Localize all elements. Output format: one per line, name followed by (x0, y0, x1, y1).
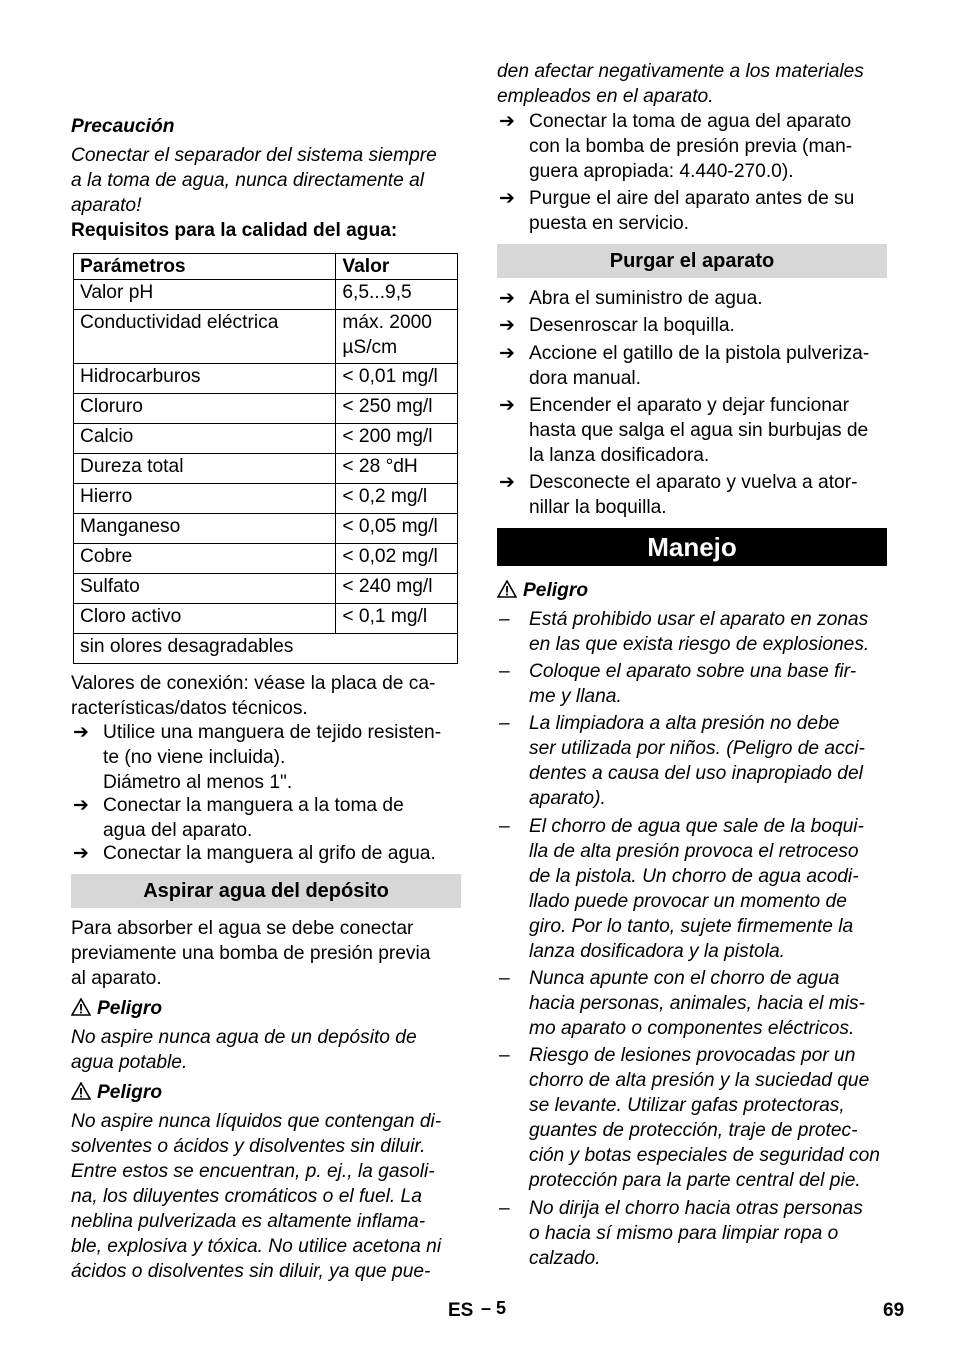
requirements-title: Requisitos para la calidad del agua: (71, 220, 398, 241)
dash-bullet: – (499, 609, 510, 630)
page-number: 69 (883, 1300, 905, 1321)
list-item: – Está prohibido usar el aparato en zonas en las que exista riesgo de explosiones. (499, 609, 870, 655)
table-cell: Dureza total (74, 454, 336, 484)
table-cell: Hidrocarburos (74, 364, 336, 394)
arrow-right-icon: ➔ (73, 722, 89, 743)
table-cell: < 240 mg/l (336, 574, 458, 604)
warning-triangle-icon (71, 998, 91, 1016)
table-row (74, 280, 458, 310)
arrow-right-icon: ➔ (499, 188, 515, 209)
dash-bullet: – (499, 713, 510, 734)
table-cell: Manganeso (74, 514, 336, 544)
arrow-right-icon: ➔ (499, 343, 515, 364)
dash-bullet: – (499, 661, 510, 682)
table-cell: < 0,1 mg/l (336, 604, 458, 634)
table-cell: < 0,01 mg/l (336, 364, 458, 394)
danger-heading: Peligro (71, 996, 461, 1021)
list-item: – La limpiadora a alta presión no debe ser utilizada por niños. (Peligro de acci- dentes a causa del uso inapropiado del aparato). (499, 713, 865, 809)
list-item: ➔ Conectar la toma de agua del aparato con la bomba de presión previa (man- guera apropiada: 4.440-270.0). (499, 111, 853, 182)
table-row (74, 424, 458, 454)
danger-text: No aspire nunca agua de un depósito de agua potable. (71, 1027, 417, 1073)
table-cell: Hierro (74, 484, 336, 514)
warning-triangle-icon (497, 580, 517, 598)
list-item: ➔ Conectar la manguera a la toma de agua del aparato. (73, 795, 404, 841)
table-cell: Conductividad eléctrica (74, 310, 336, 364)
danger-text: No aspire nunca líquidos que contengan di- solventes o ácidos y disolventes sin diluir. Entre estos se encuentran, p. ej., la gasoli- na, los diluyentes cromáticos o el fuel. La neblina pulverizada es altamente inflama- ble, explosiva y tóxica. No utilice acetona ni ácidos o disolventes sin diluir, ya que pue- (71, 1111, 442, 1282)
table-row (74, 574, 458, 604)
arrow-right-icon: ➔ (73, 795, 89, 816)
list-item: – Nunca apunte con el chorro de agua hacia personas, animales, hacia el mis- mo aparato o componentes eléctricos. (499, 968, 865, 1039)
table-cell: < 200 mg/l (336, 424, 458, 454)
list-item: ➔ Encender el aparato y dejar funcionar hasta que salga el agua sin burbujas de la lanza dosificadora. (499, 395, 869, 466)
table-row (74, 394, 458, 424)
table-row (74, 454, 458, 484)
arrow-right-icon: ➔ (499, 288, 515, 309)
table-header-cell: Parámetros (74, 254, 336, 280)
table-header-row (74, 254, 458, 280)
arrow-right-icon: ➔ (499, 111, 515, 132)
table-cell: Cloro activo (74, 604, 336, 634)
table-cell: Sulfato (74, 574, 336, 604)
arrow-right-icon: ➔ (499, 315, 515, 336)
footer-section-page: – 5 (481, 1298, 507, 1318)
dash-bullet: – (499, 1198, 510, 1219)
table-cell: < 250 mg/l (336, 394, 458, 424)
caution-title: Precaución (71, 116, 175, 137)
table-header-cell: Valor (336, 254, 458, 280)
footer-language: ES (448, 1300, 474, 1321)
caution-text: Conectar el separador del sistema siempre a la toma de agua, nunca directamente al aparato! (71, 145, 437, 216)
danger-heading: Peligro (71, 1080, 461, 1105)
table-cell: Valor pH (74, 280, 336, 310)
section-heading-purgar: Purgar el aparato (497, 244, 887, 278)
table-cell: sin olores desagradables (74, 634, 458, 664)
list-item: ➔ Desconecte el aparato y vuelva a ator- nillar la boquilla. (499, 472, 858, 518)
table-cell: máx. 2000 µS/cm (336, 310, 458, 364)
connection-values-text: Valores de conexión: véase la placa de ca- racterísticas/datos técnicos. (71, 673, 436, 719)
list-item: ➔ Purgue el aire del aparato antes de su puesta en servicio. (499, 188, 855, 234)
arrow-right-icon: ➔ (499, 395, 515, 416)
arrow-right-icon: ➔ (73, 843, 89, 864)
list-item: – Riesgo de lesiones provocadas por un chorro de alta presión y la suciedad que se levante. Utilizar gafas protectoras, guantes de protección, traje de protec- ción y botas especiales de seguridad con protección para la parte central del pie. (499, 1045, 880, 1191)
list-item: ➔ Utilice una manguera de tejido resisten- te (no viene incluida). Diámetro al menos 1". (73, 722, 442, 793)
table-row (74, 544, 458, 574)
table-row (74, 310, 458, 364)
list-item: ➔ Conectar la manguera al grifo de agua. (73, 843, 436, 864)
list-item: ➔ Abra el suministro de agua. (499, 288, 763, 309)
danger-heading: Peligro (497, 578, 887, 603)
table-row (74, 364, 458, 394)
list-item: – El chorro de agua que sale de la boqui- lla de alta presión provoca el retroceso de la pistola. Un chorro de agua acodi- llado puede provocar un momento de giro. Por lo tanto, sujete firmemente la lanza dosificadora y la pistola. (499, 816, 864, 962)
table-cell: < 0,02 mg/l (336, 544, 458, 574)
table-cell: Cloruro (74, 394, 336, 424)
continued-text: den afectar negativamente a los materiales empleados en el aparato. (497, 61, 864, 107)
list-item: – No dirija el chorro hacia otras personas o hacia sí mismo para limpiar ropa o calzado. (499, 1198, 863, 1269)
chapter-heading-manejo: Manejo (497, 528, 887, 566)
table-cell: < 0,2 mg/l (336, 484, 458, 514)
table-cell: < 0,05 mg/l (336, 514, 458, 544)
warning-triangle-icon (71, 1082, 91, 1100)
section-heading-aspirar: Aspirar agua del depósito (71, 874, 461, 908)
dash-bullet: – (499, 1045, 510, 1066)
dash-bullet: – (499, 968, 510, 989)
list-item: ➔ Desenroscar la boquilla. (499, 315, 735, 336)
list-item: – Coloque el aparato sobre una base fir- me y llana. (499, 661, 857, 707)
table-cell: Calcio (74, 424, 336, 454)
table-cell: 6,5...9,5 (336, 280, 458, 310)
table-row (74, 604, 458, 634)
list-item: ➔ Accione el gatillo de la pistola pulveriza- dora manual. (499, 343, 870, 389)
arrow-right-icon: ➔ (499, 472, 515, 493)
water-quality-table (73, 253, 458, 664)
table-cell: < 28 °dH (336, 454, 458, 484)
table-row (74, 484, 458, 514)
section-body-text: Para absorber el agua se debe conectar previamente una bomba de presión previa al aparato. (71, 918, 431, 989)
table-cell: Cobre (74, 544, 336, 574)
table-row (74, 514, 458, 544)
table-row (74, 634, 458, 664)
dash-bullet: – (499, 816, 510, 837)
